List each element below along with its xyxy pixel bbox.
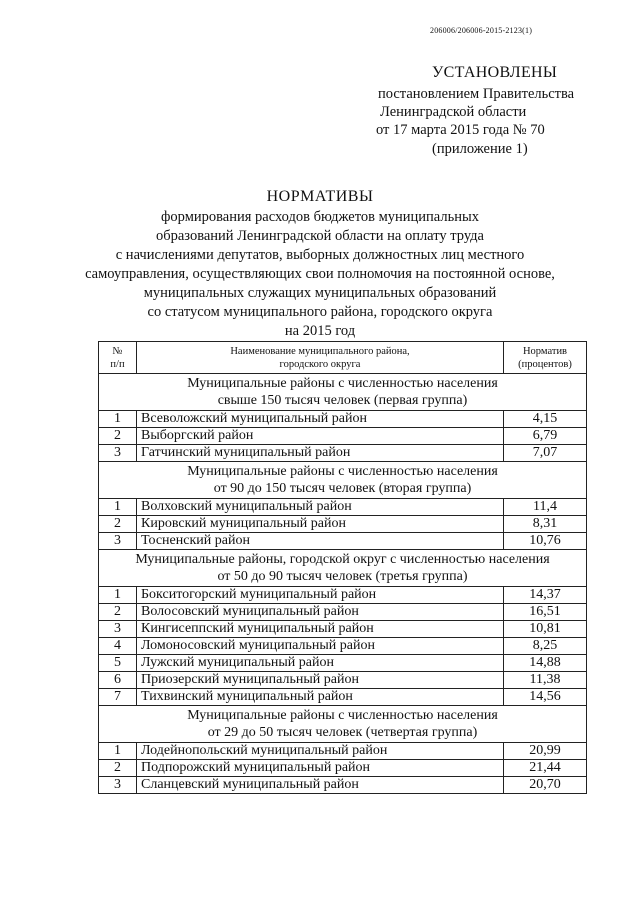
- norms-table: [98, 341, 587, 794]
- row-number: 2: [99, 516, 137, 533]
- row-value: 20,99: [504, 743, 587, 760]
- row-value: 11,4: [504, 499, 587, 516]
- title-line: самоуправления, осуществляющих свои полномочия на постоянной основе,: [85, 266, 555, 282]
- row-number: 2: [99, 760, 137, 777]
- row-name: Волосовский муниципальный район: [137, 604, 504, 621]
- table-header-row: [99, 342, 587, 374]
- row-value: 14,88: [504, 655, 587, 672]
- row-value: 6,79: [504, 428, 587, 445]
- row-number: 3: [99, 533, 137, 550]
- title-main: НОРМАТИВЫ: [266, 188, 374, 205]
- header-num: № п/п: [99, 342, 137, 374]
- row-number: 6: [99, 672, 137, 689]
- row-number: 1: [99, 411, 137, 428]
- row-value: 10,76: [504, 533, 587, 550]
- approval-heading: УСТАНОВЛЕНЫ: [432, 64, 558, 81]
- table-row: [99, 672, 587, 689]
- table-row: [99, 638, 587, 655]
- row-name: Лужский муниципальный район: [137, 655, 504, 672]
- title-line: формирования расходов бюджетов муниципальных: [161, 209, 479, 225]
- row-value: 4,15: [504, 411, 587, 428]
- row-value: 10,81: [504, 621, 587, 638]
- table-row: [99, 760, 587, 777]
- row-value: 14,37: [504, 587, 587, 604]
- row-name: Тихвинский муниципальный район: [137, 689, 504, 706]
- row-name: Кингисеппский муниципальный район: [137, 621, 504, 638]
- row-number: 3: [99, 777, 137, 794]
- document-title: [60, 187, 580, 341]
- row-value: 7,07: [504, 445, 587, 462]
- group-title: Муниципальные районы с численностью населения свыше 150 тысяч человек (первая группа): [99, 374, 587, 411]
- row-name: Выборгский район: [137, 428, 504, 445]
- table-row: [99, 516, 587, 533]
- header-name: Наименование муниципального района, городского округа: [137, 342, 504, 374]
- row-value: 8,25: [504, 638, 587, 655]
- title-line: на 2015 год: [284, 323, 356, 339]
- group-header-row: [99, 374, 587, 411]
- title-line: муниципальных служащих муниципальных образований: [143, 285, 497, 301]
- title-line: с начислениями депутатов, выборных должностных лиц местного: [115, 247, 525, 263]
- group-header-row: [99, 706, 587, 743]
- document-id: 206006/206006-2015-2123(1): [430, 26, 533, 35]
- group-title: Муниципальные районы с численностью населения от 90 до 150 тысяч человек (вторая группа): [99, 462, 587, 499]
- row-number: 1: [99, 499, 137, 516]
- table-row: [99, 777, 587, 794]
- row-name: Бокситогорский муниципальный район: [137, 587, 504, 604]
- row-value: 16,51: [504, 604, 587, 621]
- row-name: Лодейнопольский муниципальный район: [137, 743, 504, 760]
- table-row: [99, 621, 587, 638]
- table-row: [99, 689, 587, 706]
- approval-line-2: Ленинградской области: [380, 104, 527, 120]
- table-row: [99, 445, 587, 462]
- group-header-row: [99, 550, 587, 587]
- row-number: 1: [99, 587, 137, 604]
- table-row: [99, 587, 587, 604]
- row-number: 4: [99, 638, 137, 655]
- row-value: 11,38: [504, 672, 587, 689]
- row-name: Гатчинский муниципальный район: [137, 445, 504, 462]
- table-row: [99, 604, 587, 621]
- row-value: 8,31: [504, 516, 587, 533]
- group-title: Муниципальные районы, городской округ с численностью населения от 50 до 90 тысяч человек (третья группа): [99, 550, 587, 587]
- table-row: [99, 655, 587, 672]
- row-number: 5: [99, 655, 137, 672]
- title-line: со статусом муниципального района, городского округа: [147, 304, 493, 320]
- table-row: [99, 411, 587, 428]
- row-number: 3: [99, 621, 137, 638]
- row-value: 14,56: [504, 689, 587, 706]
- table-row: [99, 428, 587, 445]
- approval-line-4: (приложение 1): [432, 141, 528, 157]
- row-name: Приозерский муниципальный район: [137, 672, 504, 689]
- approval-line-3: от 17 марта 2015 года № 70: [376, 122, 545, 138]
- row-number: 7: [99, 689, 137, 706]
- approval-block: [376, 64, 574, 158]
- row-name: Волховский муниципальный район: [137, 499, 504, 516]
- group-title: Муниципальные районы с численностью населения от 29 до 50 тысяч человек (четвертая группа): [99, 706, 587, 743]
- row-name: Сланцевский муниципальный район: [137, 777, 504, 794]
- title-line: образований Ленинградской области на оплату труда: [155, 228, 484, 244]
- table-row: [99, 743, 587, 760]
- row-number: 1: [99, 743, 137, 760]
- row-name: Кировский муниципальный район: [137, 516, 504, 533]
- table-row: [99, 533, 587, 550]
- row-number: 2: [99, 604, 137, 621]
- approval-line-1: постановлением Правительства: [378, 86, 575, 102]
- row-name: Ломоносовский муниципальный район: [137, 638, 504, 655]
- row-number: 2: [99, 428, 137, 445]
- header-norm: Норматив (процентов): [504, 342, 587, 374]
- table-row: [99, 499, 587, 516]
- row-value: 21,44: [504, 760, 587, 777]
- row-number: 3: [99, 445, 137, 462]
- row-name: Подпорожский муниципальный район: [137, 760, 504, 777]
- row-name: Тосненский район: [137, 533, 504, 550]
- row-name: Всеволожский муниципальный район: [137, 411, 504, 428]
- group-header-row: [99, 462, 587, 499]
- row-value: 20,70: [504, 777, 587, 794]
